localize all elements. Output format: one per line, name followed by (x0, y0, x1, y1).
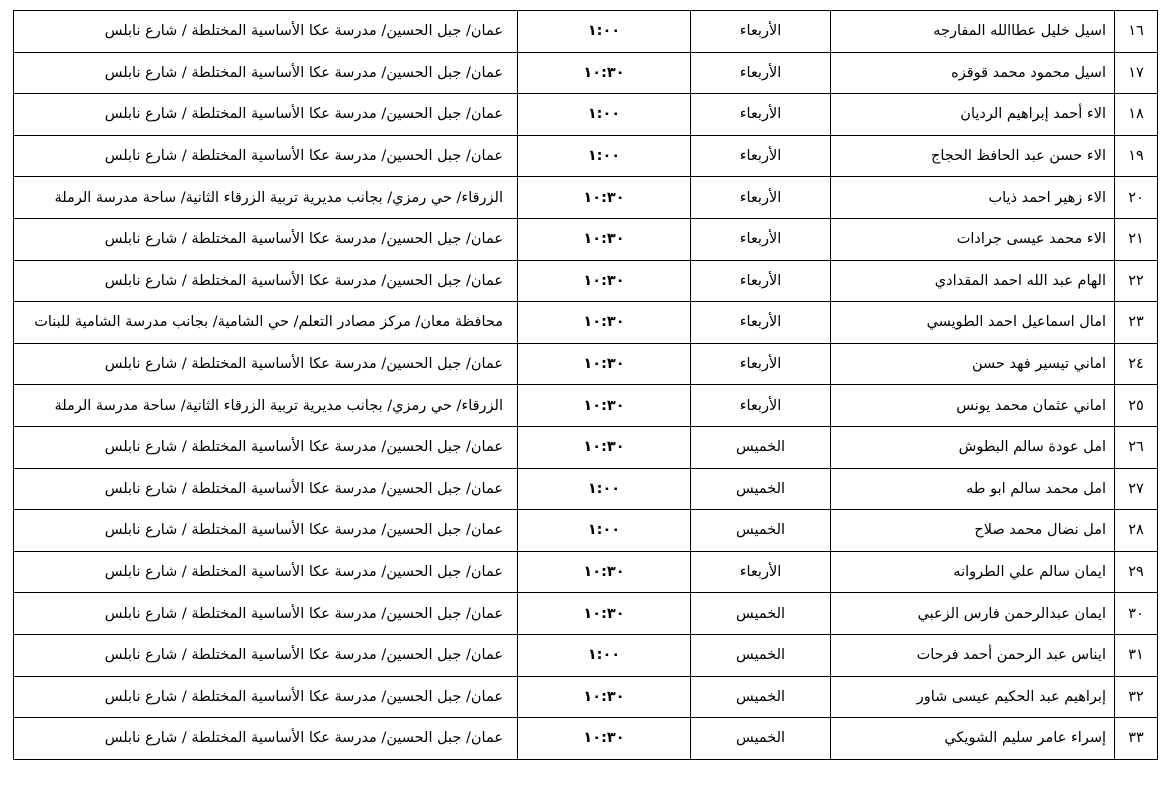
exam-time-cell (518, 52, 691, 94)
exam-time-text: ١٠:٣٠ (583, 564, 625, 581)
exam-location-cell: عمان/ جبل الحسين/ مدرسة عكا الأساسية المختلطة / شارع نابلس (14, 260, 518, 302)
exam-day-cell: الأربعاء (691, 52, 831, 94)
exam-time-cell (518, 593, 691, 635)
applicant-name-cell: الاء حسن عبد الحافظ الحجاج (831, 135, 1115, 177)
table-row (14, 177, 1158, 219)
exam-time-text: ١٠:٣٠ (583, 189, 625, 206)
row-number-cell: ٢٤ (1115, 343, 1158, 385)
exam-location-cell: عمان/ جبل الحسين/ مدرسة عكا الأساسية المختلطة / شارع نابلس (14, 676, 518, 718)
exam-time-cell (518, 260, 691, 302)
table-row (14, 135, 1158, 177)
table-row (14, 676, 1158, 718)
applicant-name-cell: إبراهيم عبد الحكيم عيسى شاور (831, 676, 1115, 718)
applicant-name-cell: امل عودة سالم البطوش (831, 426, 1115, 468)
exam-time-text: ١:٠٠ (587, 480, 621, 497)
exam-time-text: ١٠:٣٠ (583, 314, 625, 331)
table-row (14, 302, 1158, 344)
exam-time-cell (518, 177, 691, 219)
row-number-cell: ٢٣ (1115, 302, 1158, 344)
applicant-name-cell: امل محمد سالم ابو طه (831, 468, 1115, 510)
row-number-cell: ٢٨ (1115, 510, 1158, 552)
exam-time-text: ١٠:٣٠ (583, 397, 625, 414)
applicant-name-cell: ايمان عبدالرحمن فارس الزعبي (831, 593, 1115, 635)
row-number-cell: ٢٥ (1115, 385, 1158, 427)
table-row (14, 510, 1158, 552)
exam-time-cell (518, 426, 691, 468)
exam-time-cell (518, 135, 691, 177)
exam-time-text: ١٠:٣٠ (583, 688, 625, 705)
exam-day-cell: الأربعاء (691, 11, 831, 53)
table-row (14, 11, 1158, 53)
exam-location-cell: عمان/ جبل الحسين/ مدرسة عكا الأساسية المختلطة / شارع نابلس (14, 426, 518, 468)
exam-time-text: ١:٠٠ (587, 522, 621, 539)
exam-day-cell: الأربعاء (691, 343, 831, 385)
row-number-cell: ٢٧ (1115, 468, 1158, 510)
exam-time-cell (518, 11, 691, 53)
exam-time-cell (518, 94, 691, 136)
exam-time-text: ١٠:٣٠ (583, 439, 625, 456)
applicant-name-cell: اماني عثمان محمد يونس (831, 385, 1115, 427)
exam-location-cell: عمان/ جبل الحسين/ مدرسة عكا الأساسية المختلطة / شارع نابلس (14, 593, 518, 635)
row-number-cell: ٢٢ (1115, 260, 1158, 302)
table-row (14, 94, 1158, 136)
exam-day-cell: الخميس (691, 718, 831, 760)
exam-time-text: ١٠:٣٠ (583, 730, 625, 747)
exam-location-cell: الزرقاء/ حي رمزي/ بجانب مديرية تربية الزرقاء الثانية/ ساحة مدرسة الرملة (14, 385, 518, 427)
schedule-table (13, 10, 1158, 760)
exam-day-cell: الأربعاء (691, 551, 831, 593)
exam-time-text: ١:٠٠ (587, 148, 621, 165)
applicant-name-cell: ايناس عبد الرحمن أحمد فرحات (831, 634, 1115, 676)
exam-day-cell: الخميس (691, 468, 831, 510)
exam-time-text: ١٠:٣٠ (583, 64, 625, 81)
exam-day-cell: الأربعاء (691, 385, 831, 427)
row-number-cell: ٢٩ (1115, 551, 1158, 593)
exam-time-cell (518, 551, 691, 593)
row-number-cell: ٣١ (1115, 634, 1158, 676)
exam-day-cell: الأربعاء (691, 135, 831, 177)
table-row (14, 343, 1158, 385)
row-number-cell: ١٩ (1115, 135, 1158, 177)
applicant-name-cell: اسيل خليل عطاالله المفارجه (831, 11, 1115, 53)
exam-day-cell: الخميس (691, 676, 831, 718)
exam-time-text: ١:٠٠ (587, 647, 621, 664)
row-number-cell: ٢١ (1115, 218, 1158, 260)
exam-location-cell: عمان/ جبل الحسين/ مدرسة عكا الأساسية المختلطة / شارع نابلس (14, 11, 518, 53)
table-row (14, 218, 1158, 260)
applicant-name-cell: إسراء عامر سليم الشويكي (831, 718, 1115, 760)
exam-location-cell: عمان/ جبل الحسين/ مدرسة عكا الأساسية المختلطة / شارع نابلس (14, 52, 518, 94)
table-row (14, 468, 1158, 510)
applicant-name-cell: الاء محمد عيسى جرادات (831, 218, 1115, 260)
exam-time-cell (518, 468, 691, 510)
exam-location-cell: الزرقاء/ حي رمزي/ بجانب مديرية تربية الزرقاء الثانية/ ساحة مدرسة الرملة (14, 177, 518, 219)
exam-time-cell (518, 510, 691, 552)
table-row (14, 426, 1158, 468)
row-number-cell: ٣٠ (1115, 593, 1158, 635)
exam-day-cell: الأربعاء (691, 94, 831, 136)
exam-time-cell (518, 718, 691, 760)
exam-location-cell: عمان/ جبل الحسين/ مدرسة عكا الأساسية المختلطة / شارع نابلس (14, 718, 518, 760)
applicant-name-cell: اسيل محمود محمد قوقزه (831, 52, 1115, 94)
row-number-cell: ٣٣ (1115, 718, 1158, 760)
exam-day-cell: الأربعاء (691, 302, 831, 344)
exam-location-cell: عمان/ جبل الحسين/ مدرسة عكا الأساسية المختلطة / شارع نابلس (14, 343, 518, 385)
exam-time-cell (518, 385, 691, 427)
applicant-name-cell: اماني تيسير فهد حسن (831, 343, 1115, 385)
applicant-name-cell: ايمان سالم علي الطروانه (831, 551, 1115, 593)
schedule-table-body (14, 11, 1158, 760)
applicant-name-cell: الهام عبد الله احمد المقدادي (831, 260, 1115, 302)
exam-location-cell: عمان/ جبل الحسين/ مدرسة عكا الأساسية المختلطة / شارع نابلس (14, 510, 518, 552)
exam-time-cell (518, 343, 691, 385)
row-number-cell: ١٨ (1115, 94, 1158, 136)
exam-day-cell: الخميس (691, 593, 831, 635)
exam-day-cell: الأربعاء (691, 218, 831, 260)
applicant-name-cell: الاء أحمد إبراهيم الرديان (831, 94, 1115, 136)
exam-time-text: ١٠:٣٠ (583, 231, 625, 248)
exam-location-cell: عمان/ جبل الحسين/ مدرسة عكا الأساسية المختلطة / شارع نابلس (14, 135, 518, 177)
table-row (14, 260, 1158, 302)
applicant-name-cell: امال اسماعيل احمد الطويسي (831, 302, 1115, 344)
exam-time-cell (518, 218, 691, 260)
applicant-name-cell: امل نضال محمد صلاح (831, 510, 1115, 552)
row-number-cell: ١٦ (1115, 11, 1158, 53)
exam-location-cell: عمان/ جبل الحسين/ مدرسة عكا الأساسية المختلطة / شارع نابلس (14, 468, 518, 510)
exam-day-cell: الأربعاء (691, 177, 831, 219)
exam-location-cell: عمان/ جبل الحسين/ مدرسة عكا الأساسية المختلطة / شارع نابلس (14, 218, 518, 260)
table-row (14, 718, 1158, 760)
exam-time-text: ١:٠٠ (587, 23, 621, 40)
row-number-cell: ٣٢ (1115, 676, 1158, 718)
exam-time-cell (518, 302, 691, 344)
exam-location-cell: عمان/ جبل الحسين/ مدرسة عكا الأساسية المختلطة / شارع نابلس (14, 551, 518, 593)
row-number-cell: ٢٦ (1115, 426, 1158, 468)
exam-day-cell: الخميس (691, 634, 831, 676)
row-number-cell: ١٧ (1115, 52, 1158, 94)
exam-day-cell: الخميس (691, 426, 831, 468)
exam-day-cell: الأربعاء (691, 260, 831, 302)
exam-time-text: ١٠:٣٠ (583, 272, 625, 289)
table-row (14, 593, 1158, 635)
exam-time-cell (518, 676, 691, 718)
row-number-cell: ٢٠ (1115, 177, 1158, 219)
exam-location-cell: عمان/ جبل الحسين/ مدرسة عكا الأساسية المختلطة / شارع نابلس (14, 634, 518, 676)
table-row (14, 52, 1158, 94)
table-row (14, 385, 1158, 427)
exam-location-cell: محافظة معان/ مركز مصادر التعلم/ حي الشامية/ بجانب مدرسة الشامية للبنات (14, 302, 518, 344)
applicant-name-cell: الاء زهير احمد ذياب (831, 177, 1115, 219)
exam-time-text: ١٠:٣٠ (583, 605, 625, 622)
table-row (14, 551, 1158, 593)
table-row (14, 634, 1158, 676)
exam-day-cell: الخميس (691, 510, 831, 552)
exam-location-cell: عمان/ جبل الحسين/ مدرسة عكا الأساسية المختلطة / شارع نابلس (14, 94, 518, 136)
exam-time-text: ١٠:٣٠ (583, 356, 625, 373)
exam-time-text: ١:٠٠ (587, 106, 621, 123)
exam-time-cell (518, 634, 691, 676)
